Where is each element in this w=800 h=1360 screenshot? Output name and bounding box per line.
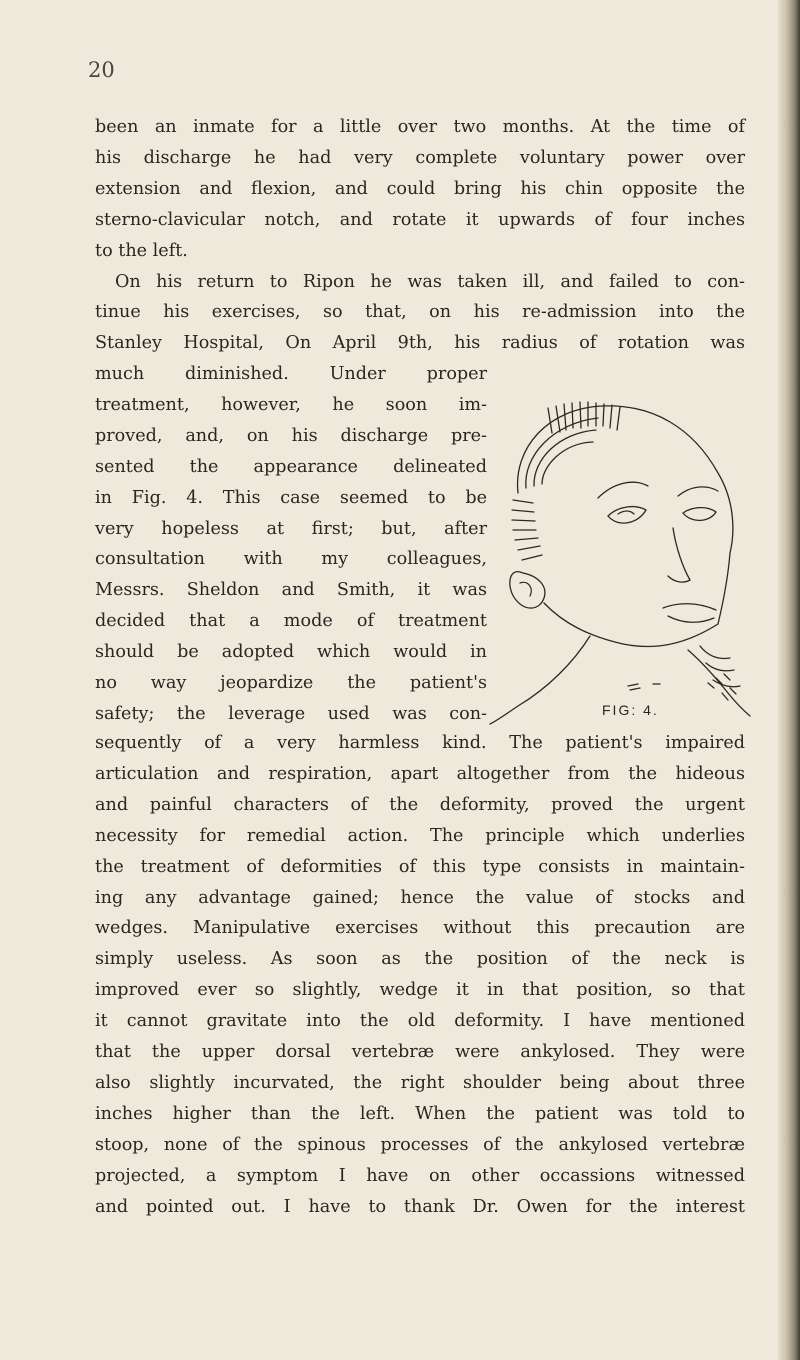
text-line: his discharge he had very complete voluntary power over: [95, 147, 745, 168]
head-sketch-illustration: [478, 388, 763, 733]
text-line: safety; the leverage used was con-: [95, 703, 487, 724]
text-line: to the left.: [95, 240, 188, 261]
paragraph-block-bottom: [95, 728, 745, 1223]
text-line: simply useless. As soon as the position of the neck is: [95, 949, 745, 970]
text-line: extension and flexion, and could bring his chin opposite the: [95, 178, 745, 199]
text-line: proved, and, on his discharge pre-: [95, 425, 487, 446]
page-edge: [778, 0, 800, 1360]
text-line: wedges. Manipulative exercises without this precaution are: [95, 918, 745, 939]
text-line: and painful characters of the deformity, proved the urgent: [95, 794, 745, 815]
text-line: the treatment of deformities of this type consists in maintain-: [95, 856, 745, 877]
text-line: in Fig. 4. This case seemed to be: [95, 487, 487, 508]
text-line: Stanley Hospital, On April 9th, his radius of rotation was: [95, 333, 745, 354]
figure-illustration: [478, 388, 763, 733]
text-line: decided that a mode of treatment: [95, 611, 487, 632]
text-line: improved ever so slightly, wedge it in that position, so that: [95, 980, 745, 1001]
text-line: ing any advantage gained; hence the value of stocks and: [95, 887, 745, 908]
text-line: inches higher than the left. When the patient was told to: [95, 1103, 745, 1124]
text-line: it cannot gravitate into the old deformity. I have mentioned: [95, 1011, 745, 1032]
text-line: no way jeopardize the patient's: [95, 673, 487, 694]
text-line: tinue his exercises, so that, on his re-admission into the: [95, 302, 745, 323]
text-line: sterno-clavicular notch, and rotate it upwards of four inches: [95, 209, 745, 230]
text-line: also slightly incurvated, the right shoulder being about three: [95, 1072, 745, 1093]
text-line: that the upper dorsal vertebræ were ankylosed. They were: [95, 1042, 745, 1063]
text-line: articulation and respiration, apart altogether from the hideous: [95, 763, 745, 784]
page-number: 20: [88, 58, 115, 82]
text-line: projected, a symptom I have on other occassions witnessed: [95, 1165, 745, 1186]
text-line: sented the appearance delineated: [95, 456, 487, 477]
text-line: much diminished. Under proper: [95, 364, 487, 384]
text-line: On his return to Ripon he was taken ill, and failed to con-: [115, 271, 745, 292]
text-line: and pointed out. I have to thank Dr. Owen for the interest: [95, 1196, 745, 1217]
text-line: sequently of a very harmless kind. The patient's impaired: [95, 733, 745, 753]
figure-caption: FIG: 4.: [602, 702, 659, 718]
paragraph-block-top: [95, 112, 745, 359]
text-line: Messrs. Sheldon and Smith, it was: [95, 580, 487, 601]
text-line: necessity for remedial action. The principle which underlies: [95, 825, 745, 846]
text-line: been an inmate for a little over two months. At the time of: [95, 117, 745, 137]
text-line: consultation with my colleagues,: [95, 549, 487, 570]
text-line: stoop, none of the spinous processes of the ankylosed vertebræ: [95, 1134, 745, 1155]
text-line: should be adopted which would in: [95, 642, 487, 663]
text-line: treatment, however, he soon im-: [95, 394, 487, 415]
text-line: very hopeless at first; but, after: [95, 518, 487, 539]
